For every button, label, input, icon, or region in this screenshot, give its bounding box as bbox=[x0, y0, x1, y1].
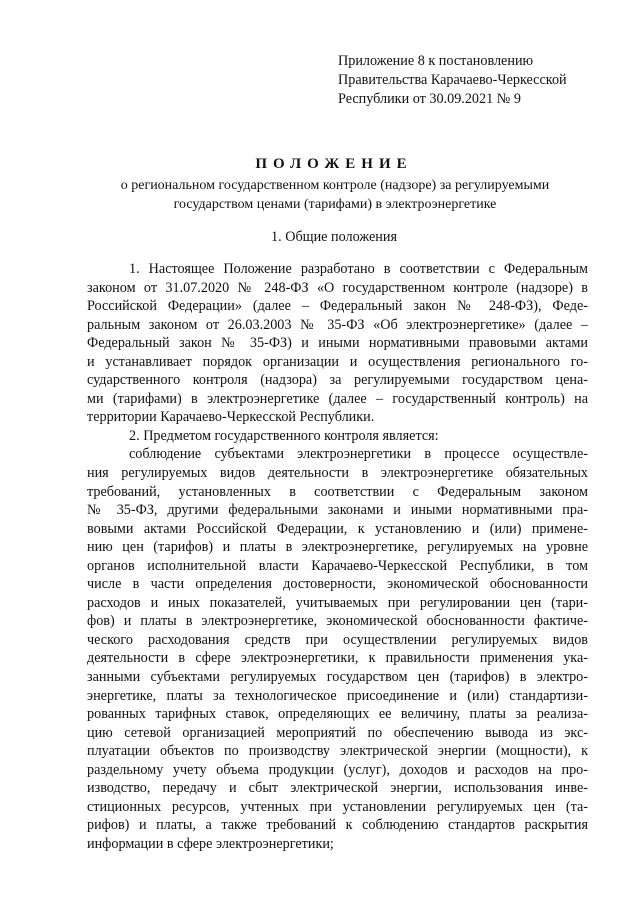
body-line: стиционных ресурсов, учтенных при установлении регулируемых цен (та- bbox=[87, 798, 588, 815]
body-line: вовыми актами Российской Федерации, к установлению и (или) примене- bbox=[87, 520, 588, 537]
appendix-line: Республики от 30.09.2021 № 9 bbox=[338, 91, 521, 107]
body-line: информации в сфере электроэнергетики; bbox=[87, 835, 334, 852]
body-line: рифов) и платы, а также требований к соблюдению стандартов раскрытия bbox=[87, 817, 588, 834]
document-subtitle bbox=[80, 176, 590, 214]
body-line: территории Карачаево-Черкесской Республики. bbox=[87, 409, 375, 426]
body-line: плуатации объектов по производству электрической энергии (мощности), к bbox=[87, 743, 588, 760]
section-heading: 1. Общие положения bbox=[271, 229, 397, 245]
body-line: ческого расходования средств при осуществлении регулируемых видов bbox=[87, 631, 588, 648]
body-line: цию сетевой организацией мероприятий по обеспечению вывода из экс- bbox=[87, 724, 588, 741]
body-line: Российской Федерации» (далее – Федеральный закон № 248-ФЗ), Феде- bbox=[87, 298, 588, 315]
document-title: ПОЛОЖЕНИЕ bbox=[255, 156, 413, 172]
body-line: органов исполнительной власти Карачаево-Черкесской Республики, в том bbox=[87, 557, 588, 574]
body-line: законом от 31.07.2020 № 248-ФЗ «О государственном контроле (надзоре) в bbox=[87, 279, 588, 296]
body-line: соблюдение субъектами электроэнергетики в процессе осуществле- bbox=[129, 446, 588, 463]
body-line: и устанавливает порядок организации и осуществления регионального го- bbox=[87, 353, 588, 370]
body-line: энергетике, платы за технологическое присоединение и (или) стандартизи- bbox=[87, 687, 588, 704]
body-line: ния регулируемых видов деятельности в электроэнергетике обязательных bbox=[87, 465, 588, 482]
body-line: числе в части определения достоверности, экономической обоснованности bbox=[87, 576, 588, 593]
document-body bbox=[87, 260, 588, 854]
body-line: рованных тарифных ставок, определяющих ее величину, платы за реализа- bbox=[87, 706, 588, 723]
body-line: Федеральный закон № 35-ФЗ) и иными нормативными правовыми актами bbox=[87, 335, 588, 352]
appendix-line: Правительства Карачаево-Черкесской bbox=[338, 72, 567, 88]
body-line: расходов и иных показателей, учитываемых при регулировании цен (тари- bbox=[87, 594, 588, 611]
subtitle-line: государством ценами (тарифами) в электроэнергетике bbox=[173, 197, 497, 212]
body-line: раздельному учету объема продукции (услуг), доходов и расходов на про- bbox=[87, 761, 588, 778]
body-line: требований, установленных в соответствии с Федеральным законом bbox=[87, 483, 588, 500]
body-line: 2. Предметом государственного контроля является: bbox=[129, 427, 439, 444]
appendix-line: Приложение 8 к постановлению bbox=[338, 53, 534, 69]
appendix-reference bbox=[338, 52, 628, 109]
subtitle-line: о региональном государственном контроле (надзоре) за регулируемыми bbox=[120, 178, 550, 193]
body-line: № 35-ФЗ, другими федеральными законами и иными нормативными пра- bbox=[87, 502, 588, 519]
body-line: ральным законом от 26.03.2003 № 35-ФЗ «Об электроэнергетике» (далее – bbox=[87, 316, 588, 333]
body-line: сударственного контроля (надзора) за регулируемыми государством цена- bbox=[87, 372, 588, 389]
body-line: нию цен (тарифов) и платы в электроэнергетике, регулируемых на уровне bbox=[87, 539, 588, 556]
body-line: изводство, передачу и сбыт электрической энергии, использования инве- bbox=[87, 780, 588, 797]
body-line: ми (тарифами) в электроэнергетике (далее – государственный контроль) на bbox=[87, 390, 588, 407]
body-line: занными субъектами регулируемых государством цен (тарифов) в электро- bbox=[87, 669, 588, 686]
body-line: фов) и платы в электроэнергетике, экономической обоснованности фактиче- bbox=[87, 613, 588, 630]
body-line: 1. Настоящее Положение разработано в соответствии с Федеральным bbox=[129, 261, 588, 277]
body-line: деятельности в сфере электроэнергетики, к правильности применения ука- bbox=[87, 650, 588, 667]
